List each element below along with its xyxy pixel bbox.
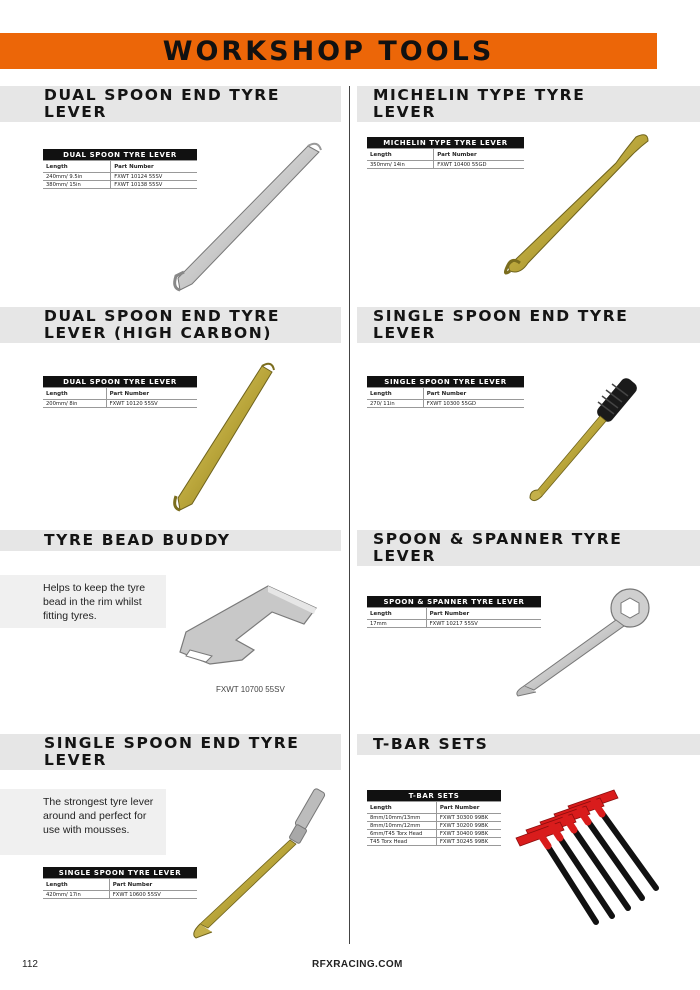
column-header-part: Part Number	[423, 388, 524, 400]
table-row: 270/ 11in FXWT 10300 55GD	[367, 400, 524, 408]
spec-table-single-spoon	[367, 376, 524, 408]
dual-spoon-lever-image	[168, 138, 328, 298]
table-row: 420mm/ 17in FXWT 10600 55SV	[43, 891, 197, 899]
description-single-spoon-mousse: The strongest tyre lever around and perfect for use with mousses.	[0, 789, 166, 855]
description-bead-buddy: Helps to keep the tyre bead in the rim whilst fitting tyres.	[0, 575, 166, 628]
column-header-length: Length	[367, 608, 426, 620]
column-header-part: Part Number	[106, 388, 197, 400]
table-row: 8mm/10mm/13mm FXWT 30300 99BK	[367, 814, 501, 822]
table-heading: MICHELIN TYPE TYRE LEVER	[367, 137, 524, 149]
section-title-tbar: T-BAR SETS	[357, 734, 700, 755]
column-header-part: Part Number	[436, 802, 501, 814]
column-header-part: Part Number	[434, 149, 524, 161]
table-row: 380mm/ 15in FXWT 10138 55SV	[43, 181, 197, 189]
spoon-spanner-lever-image	[512, 586, 660, 698]
section-title-bead-buddy: TYRE BEAD BUDDY	[0, 530, 341, 551]
dual-spoon-hc-lever-image	[170, 358, 280, 518]
bead-buddy-image	[176, 578, 326, 678]
column-header-length: Length	[43, 161, 111, 173]
footer-website: RFXRACING.COM	[312, 959, 403, 970]
table-row: 6mm/T45 Torx Head FXWT 30400 99BK	[367, 830, 501, 838]
column-header-part: Part Number	[111, 161, 197, 173]
section-title-dual-spoon-hc: DUAL SPOON END TYRE LEVER (HIGH CARBON)	[0, 307, 341, 343]
column-header-length: Length	[43, 879, 109, 891]
table-heading: DUAL SPOON TYRE LEVER	[43, 376, 197, 388]
column-header-part: Part Number	[109, 879, 197, 891]
page-number: 112	[22, 959, 38, 970]
table-row: 17mm FXWT 10217 55SV	[367, 620, 541, 628]
spec-table-single-spoon-mousse	[43, 867, 197, 899]
single-spoon-mousse-lever-image	[186, 786, 328, 942]
table-row: 350mm/ 14in FXWT 10400 55GD	[367, 161, 524, 169]
table-row: 8mm/10mm/12mm FXWT 30200 99BK	[367, 822, 501, 830]
table-row: 200mm/ 8in FXWT 10120 55SV	[43, 400, 197, 408]
michelin-lever-image	[498, 125, 658, 285]
column-header-length: Length	[43, 388, 106, 400]
table-heading: DUAL SPOON TYRE LEVER	[43, 149, 197, 161]
column-divider	[349, 86, 350, 944]
table-heading: SINGLE SPOON TYRE LEVER	[367, 376, 524, 388]
table-heading: SPOON & SPANNER TYRE LEVER	[367, 596, 541, 608]
table-heading: SINGLE SPOON TYRE LEVER	[43, 867, 197, 879]
column-header-length: Length	[367, 802, 436, 814]
single-spoon-lever-image	[526, 372, 656, 512]
section-title-single-spoon-mousse: SINGLE SPOON END TYRE LEVER	[0, 734, 341, 770]
column-header-length: Length	[367, 149, 434, 161]
section-title-michelin: MICHELIN TYPE TYRE LEVER	[357, 86, 700, 122]
table-heading: T-BAR SETS	[367, 790, 501, 802]
table-row: 240mm/ 9.5in FXWT 10124 55SV	[43, 173, 197, 181]
spec-table-tbar	[367, 790, 501, 846]
page-title: WORKSHOP TOOLS	[162, 35, 495, 67]
section-title-single-spoon: SINGLE SPOON END TYRE LEVER	[357, 307, 700, 343]
column-header-length: Length	[367, 388, 423, 400]
section-title-dual-spoon: DUAL SPOON END TYRE LEVER	[0, 86, 341, 122]
page-banner	[0, 33, 657, 69]
tbar-set-image	[508, 780, 668, 930]
bead-buddy-part-number: FXWT 10700 55SV	[216, 685, 285, 694]
table-row: T45 Torx Head FXWT 30245 99BK	[367, 838, 501, 846]
section-title-spoon-spanner: SPOON & SPANNER TYRE LEVER	[357, 530, 700, 566]
column-header-part: Part Number	[426, 608, 541, 620]
